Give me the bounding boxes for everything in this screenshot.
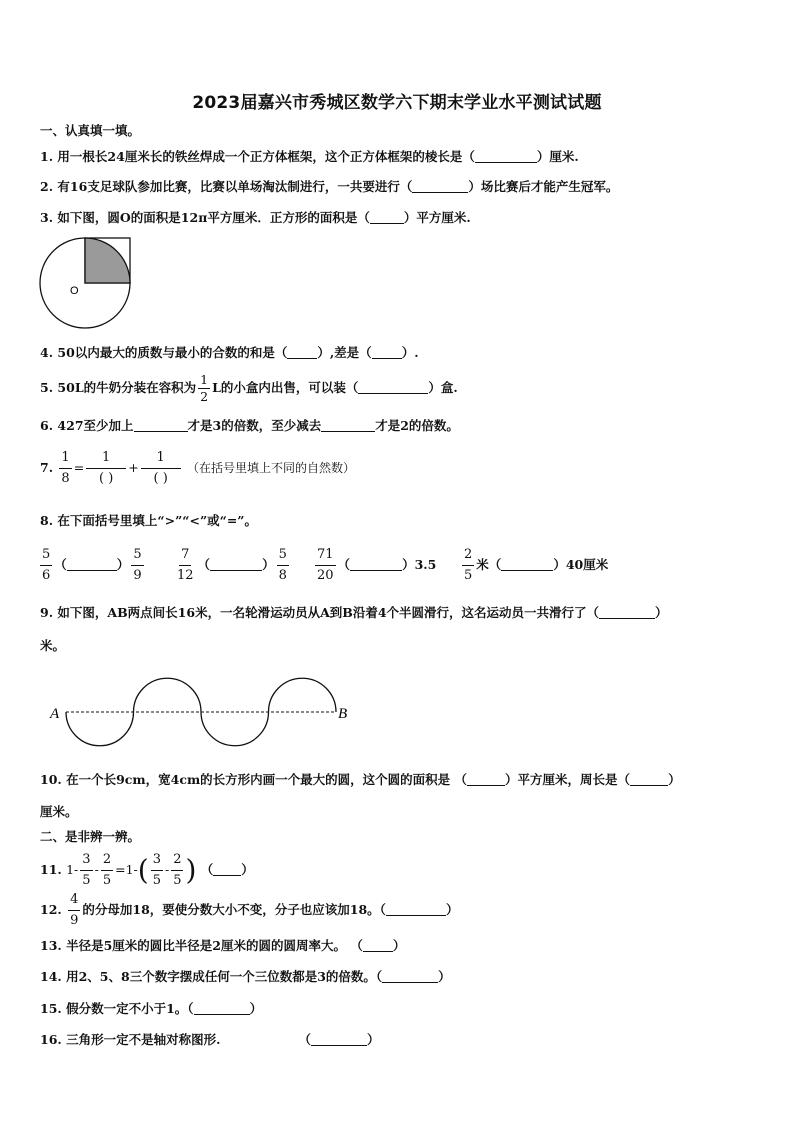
question-13	[40, 936, 405, 954]
q15-text: 假分数一定不小于1。（	[66, 1001, 194, 1016]
q11-frac1-num: 3	[80, 850, 92, 871]
circle-square-figure	[38, 236, 134, 332]
question-8	[40, 511, 257, 529]
q8-4-close: ）	[553, 557, 566, 572]
q11-answer-blank[interactable]	[213, 862, 241, 876]
q10-perimeter-blank[interactable]	[630, 772, 668, 786]
q4-text: 50以内最大的质数与最小的合数的和是（	[57, 345, 288, 360]
q8-1-left-num: 5	[40, 545, 52, 566]
question-12	[40, 890, 458, 931]
q10-text: 在一个长9cm，宽4cm的长方形内画一个最大的圆，这个圆的面积是 （	[66, 772, 468, 787]
q7-lhs-numerator: 1	[59, 448, 71, 469]
q8-3-left-num: 71	[315, 545, 336, 566]
q11-frac2-den: 5	[102, 873, 112, 888]
q4-sum-blank[interactable]	[287, 345, 317, 359]
section-heading-fill: 一、认真填一填。	[40, 123, 141, 138]
q5-frac-numerator: 1	[200, 372, 209, 387]
q7-term1-fraction	[86, 448, 126, 489]
q15-number: 15.	[40, 1001, 62, 1016]
q16-number: 16.	[40, 1032, 62, 1047]
q3-number: 3.	[40, 210, 54, 225]
q7-term1-numerator: 1	[86, 448, 126, 469]
q4-number: 4.	[40, 345, 54, 360]
q13-text: 半径是5厘米的圆比半径是2厘米的圆的圆周率大。 （	[66, 938, 363, 953]
q3-text: 如下图，圆O的面积是12π平方厘米．正方形的面积是（	[57, 210, 370, 225]
q8-3-left-den: 20	[317, 568, 334, 583]
q2-answer-blank[interactable]	[412, 179, 468, 193]
point-b-label: B	[338, 706, 348, 722]
q8-compare-3	[313, 545, 436, 586]
q15-answer-blank[interactable]	[194, 1001, 250, 1015]
q12-text: 的分母加18，要使分数大小不变，分子也应该加18。（	[82, 902, 386, 917]
q14-close: ）	[438, 969, 451, 984]
q8-compare-1	[38, 545, 146, 586]
q8-2-left-fraction	[175, 545, 196, 586]
question-4	[40, 343, 419, 361]
q10-line2: 厘米。	[40, 804, 78, 819]
q11-frac4-den: 5	[173, 873, 182, 888]
question-7	[40, 448, 355, 489]
q1-answer-blank[interactable]	[475, 149, 537, 163]
q7-term1-denominator-blank[interactable]: ( )	[99, 471, 114, 486]
q8-2-open: （	[197, 557, 211, 572]
q8-1-blank[interactable]	[67, 557, 117, 571]
q11-frac1-den: 5	[82, 873, 91, 888]
q8-1-left-fraction	[40, 545, 52, 586]
q11-frac3-den: 5	[152, 873, 161, 888]
q15-close: ）	[249, 1001, 263, 1016]
q7-lhs-denominator: 8	[61, 471, 70, 486]
q3-answer-blank[interactable]	[370, 210, 404, 224]
page-title: 2023届嘉兴市秀城区数学六下期末学业水平测试试题	[192, 93, 602, 113]
q8-4-left-fraction	[462, 545, 474, 586]
q12-answer-blank[interactable]	[386, 902, 446, 916]
q11-frac2	[101, 850, 113, 891]
q8-1-left-den: 6	[42, 568, 51, 583]
q11-frac3-num: 3	[151, 850, 163, 871]
q14-answer-blank[interactable]	[382, 969, 438, 983]
q8-number: 8.	[40, 513, 54, 528]
q8-4-left-unit: 米	[476, 557, 489, 572]
q7-term2-fraction	[141, 448, 181, 489]
q10-area-blank[interactable]	[467, 772, 505, 786]
q11-close: ）	[241, 862, 254, 877]
question-6	[40, 416, 459, 434]
q8-compare-2	[173, 545, 291, 586]
q8-4-left-den: 5	[464, 568, 473, 583]
q8-4-right-value: 40厘米	[565, 557, 609, 572]
q12-frac-num: 4	[68, 890, 80, 911]
q3-text-end: ）平方厘米.	[403, 210, 471, 225]
question-2	[40, 177, 618, 195]
question-3	[40, 208, 471, 226]
q12-number: 12.	[40, 902, 62, 917]
q4-text-mid: ）,差是（	[317, 345, 372, 360]
q8-2-close: ）	[262, 557, 275, 572]
q8-text: 在下面括号里填上“>”“<”或“=”。	[57, 513, 257, 528]
q8-4-open: （	[488, 557, 502, 572]
q5-fraction	[198, 372, 210, 405]
q7-note: （在括号里填上不同的自然数）	[187, 461, 356, 475]
center-label: O	[70, 285, 79, 297]
q8-2-left-den: 12	[177, 568, 194, 583]
q8-3-blank[interactable]	[350, 557, 402, 571]
q7-lhs-fraction	[59, 448, 71, 489]
q5-answer-blank[interactable]	[358, 380, 428, 394]
q8-2-right-fraction	[277, 545, 289, 586]
q8-2-left-num: 7	[179, 545, 191, 566]
q6-text: 427至少加上	[57, 418, 134, 433]
q5-text-mid: L的小盒内出售，可以装（	[212, 380, 359, 395]
section-heading-true-false: 二、是非辨一辨。	[40, 829, 141, 844]
q13-number: 13.	[40, 938, 62, 953]
q5-number: 5.	[40, 380, 54, 395]
q9-number: 9.	[40, 605, 54, 620]
q13-answer-blank[interactable]	[363, 938, 393, 952]
q5-text: 50L的牛奶分装在容积为	[57, 380, 197, 395]
q6-subtract-blank[interactable]	[321, 418, 375, 432]
q10-text-end: ）	[668, 772, 681, 787]
question-10	[40, 770, 681, 788]
q16-text: 三角形一定不是轴对称图形.	[66, 1032, 221, 1047]
q14-text: 用2、5、8三个数字摆成任何一个三位数都是3的倍数。（	[66, 969, 383, 984]
q1-text-end: ）厘米.	[536, 149, 579, 164]
q7-equals: =	[73, 460, 85, 475]
q12-fraction	[68, 890, 80, 931]
q8-1-open: （	[54, 557, 67, 572]
q11-open: （	[200, 862, 214, 877]
q11-one: 1-	[66, 862, 79, 877]
q1-number: 1.	[40, 149, 54, 164]
q4-text-end: ）.	[401, 345, 419, 360]
q8-3-left-fraction	[315, 545, 336, 586]
q8-1-close: ）	[116, 557, 130, 572]
point-a-label: A	[50, 706, 60, 722]
q6-text-end: 才是2的倍数。	[375, 418, 459, 433]
question-5	[40, 372, 458, 405]
q4-diff-blank[interactable]	[372, 345, 402, 359]
q11-equals-one: =1-	[115, 862, 138, 877]
q9-text-end: ）	[655, 605, 668, 620]
question-16	[40, 1030, 380, 1048]
q8-1-right-den: 9	[133, 568, 142, 583]
q12-frac-den: 9	[70, 913, 79, 928]
q6-number: 6.	[40, 418, 54, 433]
q7-term2-numerator: 1	[141, 448, 181, 469]
q8-3-open: （	[337, 557, 351, 572]
q1-text: 用一根长24厘米长的铁丝焊成一个正方体框架，这个正方体框架的棱长是（	[57, 149, 475, 164]
q16-close: ）	[366, 1032, 380, 1047]
q11-minus: -	[94, 862, 99, 877]
q2-text-end: ）场比赛后才能产生冠军。	[468, 179, 619, 194]
q10-number: 10.	[40, 772, 62, 787]
semicircle-path-figure	[46, 670, 366, 754]
question-9	[40, 603, 668, 621]
q9-text: 如下图，AB两点间长16米，一名轮滑运动员从A到B沿着4个半圆滑行，这名运动员一共滑行了（	[57, 605, 600, 620]
q11-frac4	[171, 850, 183, 891]
q8-3-right-value: 3.5	[414, 557, 437, 572]
q6-add-blank[interactable]	[134, 418, 188, 432]
q16-open: （	[298, 1032, 311, 1047]
question-15	[40, 999, 262, 1017]
q8-compare-4	[460, 545, 608, 586]
q10-text-mid: ）平方厘米，周长是（	[505, 772, 631, 787]
question-14	[40, 967, 451, 985]
q9-line2: 米。	[40, 638, 66, 653]
q8-1-right-num: 5	[131, 545, 143, 566]
q7-plus: +	[128, 460, 139, 475]
q8-2-right-den: 8	[278, 568, 287, 583]
q16-answer-blank[interactable]	[311, 1032, 367, 1046]
q5-frac-denominator: 2	[200, 389, 209, 404]
q8-2-blank[interactable]	[210, 557, 262, 571]
q11-frac2-num: 2	[101, 850, 113, 871]
q8-4-left-num: 2	[462, 545, 474, 566]
q11-number: 11.	[40, 862, 62, 877]
q9-answer-blank[interactable]	[599, 605, 655, 619]
q14-number: 14.	[40, 969, 62, 984]
q8-4-blank[interactable]	[501, 557, 553, 571]
q2-number: 2.	[40, 179, 54, 194]
q2-text: 有16支足球队参加比赛，比赛以单场淘汰制进行，一共要进行（	[57, 179, 413, 194]
q11-left-paren: (	[137, 853, 149, 887]
q11-frac4-num: 2	[171, 850, 183, 871]
q8-1-right-fraction	[131, 545, 143, 586]
q11-minus2: -	[164, 862, 170, 877]
q11-frac3	[151, 850, 163, 891]
question-11	[40, 850, 254, 891]
question-1	[40, 147, 579, 165]
q13-close: ）	[392, 938, 406, 953]
q12-close: ）	[445, 902, 459, 917]
q7-number: 7.	[40, 460, 54, 475]
q8-2-right-num: 5	[277, 545, 289, 566]
q8-3-close: ）	[402, 557, 415, 572]
q6-text-mid: 才是3的倍数，至少减去	[187, 418, 322, 433]
q11-right-paren: )	[185, 853, 197, 887]
q5-text-end: ）盒.	[428, 380, 458, 395]
q11-frac1	[80, 850, 92, 891]
q7-term2-denominator-blank[interactable]: ( )	[153, 471, 168, 486]
